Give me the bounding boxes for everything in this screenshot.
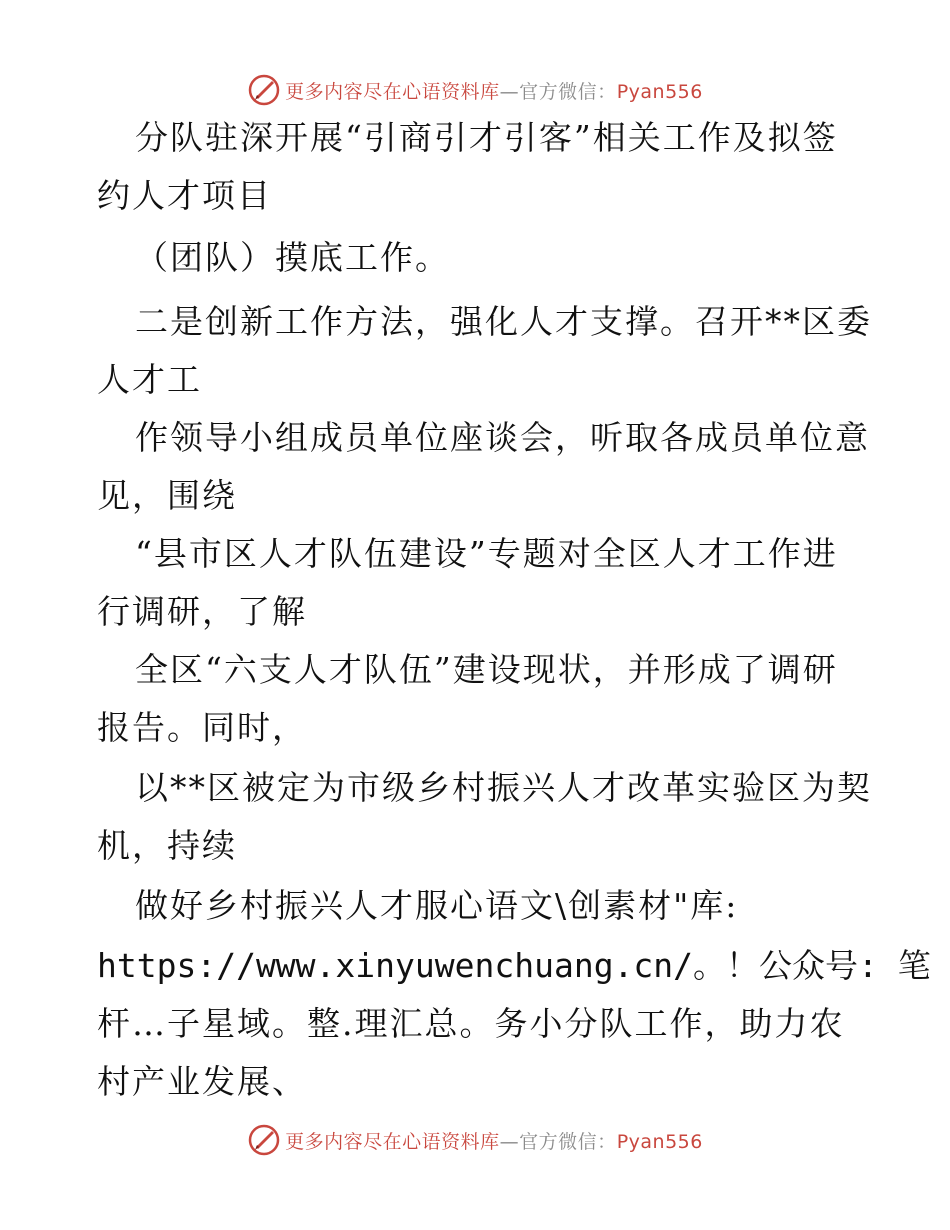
text-line: 机，持续 bbox=[97, 826, 237, 865]
text-line: 杆…子星域。整.理汇总。务小分队工作，助力农 bbox=[97, 1004, 845, 1043]
footer-banner-text bbox=[285, 1127, 703, 1154]
header-banner bbox=[0, 70, 950, 110]
header-banner-contact-value: Pyan556 bbox=[616, 80, 703, 103]
text-line: 全区“六支人才队伍”建设现状，并形成了调研 bbox=[135, 650, 838, 689]
header-banner-contact-label: 官方微信： bbox=[519, 80, 617, 103]
quill-logo-icon bbox=[247, 1123, 281, 1157]
text-line: 行调研，了解 bbox=[97, 592, 307, 631]
text-line: （团队）摸底工作。 bbox=[135, 238, 450, 277]
text-line: 人才工 bbox=[97, 360, 202, 399]
header-banner-dash: — bbox=[499, 80, 520, 103]
text-line: 村产业发展、 bbox=[97, 1062, 307, 1101]
footer-banner-contact-value: Pyan556 bbox=[616, 1130, 703, 1153]
footer-banner-main: 更多内容尽在心语资料库 bbox=[285, 1130, 500, 1153]
text-line: 做好乡村振兴人才服心语文\创素材"库: bbox=[135, 886, 739, 925]
footer-banner-contact-label: 官方微信： bbox=[519, 1130, 617, 1153]
text-line: “县市区人才队伍建设”专题对全区人才工作进 bbox=[135, 534, 838, 573]
text-line: https://www.xinyuwenchuang.cn/。！公众号: 笔 bbox=[97, 946, 931, 985]
footer-banner bbox=[0, 1120, 950, 1160]
header-banner-main: 更多内容尽在心语资料库 bbox=[285, 80, 500, 103]
header-banner-text bbox=[285, 77, 703, 104]
text-line: 报告。同时， bbox=[97, 708, 307, 747]
text-line: 见，围绕 bbox=[97, 476, 237, 515]
text-line: 约人才项目 bbox=[97, 176, 272, 215]
text-line: 作领导小组成员单位座谈会，听取各成员单位意 bbox=[135, 418, 870, 457]
footer-banner-dash: — bbox=[499, 1130, 520, 1153]
text-line: 分队驻深开展“引商引才引客”相关工作及拟签 bbox=[135, 118, 838, 157]
text-line: 二是创新工作方法，强化人才支撑。召开**区委 bbox=[135, 302, 872, 341]
text-line: 以**区被定为市级乡村振兴人才改革实验区为契 bbox=[135, 768, 872, 807]
quill-logo-icon bbox=[247, 73, 281, 107]
